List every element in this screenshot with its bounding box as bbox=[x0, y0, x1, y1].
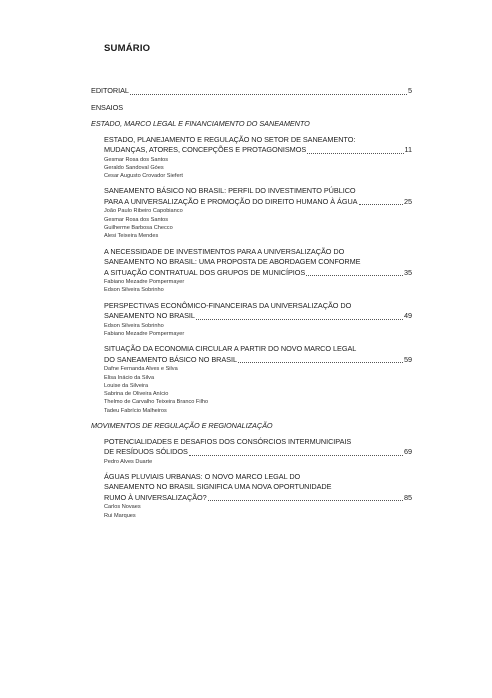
toc-entry-title: EDITORIAL bbox=[91, 86, 129, 95]
toc-entry-title-line: ÁGUAS PLUVIAIS URBANAS: O NOVO MARCO LEGAL DO bbox=[104, 471, 301, 481]
toc-entry-final-line bbox=[104, 447, 412, 458]
toc-entry-title-line: RUMO À UNIVERSALIZAÇÃO? bbox=[104, 492, 207, 502]
toc-entry[interactable] bbox=[104, 437, 412, 466]
author-name: Rui Marques bbox=[104, 512, 136, 519]
dot-leader bbox=[130, 93, 407, 95]
author-name: Gesmar Rosa dos Santos bbox=[104, 156, 169, 163]
toc-entry-title-line: DO SANEAMENTO BÁSICO NO BRASIL bbox=[104, 354, 237, 364]
dot-leader bbox=[307, 152, 403, 154]
toc-entry-final-line bbox=[104, 197, 412, 208]
toc-sections bbox=[91, 119, 412, 520]
toc-entry-title-line: A NECESSIDADE DE INVESTIMENTOS PARA A UNIVERSALIZAÇÃO DO bbox=[104, 246, 345, 256]
toc-page-number: 5 bbox=[407, 86, 412, 95]
toc-entry[interactable] bbox=[104, 344, 412, 415]
toc-entry-title-line: SANEAMENTO NO BRASIL: UMA PROPOSTA DE ABORDAGEM CONFORME bbox=[104, 257, 361, 267]
dot-leader bbox=[306, 274, 403, 276]
author-name: Thelmo de Carvalho Teixeira Branco Filho bbox=[104, 399, 209, 406]
author-name: João Paulo Ribeiro Capobianco bbox=[104, 208, 183, 215]
toc-entry-title-line: PERSPECTIVAS ECONÔMICO-FINANCEIRAS DA UNIVERSALIZAÇÃO DO bbox=[104, 300, 352, 310]
toc-page-number: 85 bbox=[403, 492, 412, 502]
author-name: Fabiano Mezadre Pompermayer bbox=[104, 330, 185, 337]
author-name: Alesi Teixeira Mendes bbox=[104, 233, 159, 240]
toc-entry-title-line: A SITUAÇÃO CONTRATUAL DOS GRUPOS DE MUNICÍPIOS bbox=[104, 267, 306, 277]
toc-entry[interactable] bbox=[104, 301, 412, 339]
toc-page-number: 69 bbox=[403, 447, 412, 457]
toc-entry-final-line bbox=[104, 355, 412, 366]
section-heading: ESTADO, MARCO LEGAL E FINANCIAMENTO DO SANEAMENTO bbox=[91, 119, 310, 128]
toc-entry[interactable] bbox=[104, 135, 412, 181]
part-heading: ENSAIOS bbox=[91, 102, 124, 112]
author-name: Cesar Augusto Crovador Siefert bbox=[104, 173, 183, 180]
toc-entry-title-line: SANEAMENTO BÁSICO NO BRASIL: PERFIL DO INVESTIMENTO PÚBLICO bbox=[104, 186, 356, 196]
dot-leader bbox=[359, 203, 403, 205]
toc-page-number: 35 bbox=[403, 267, 412, 277]
author-name: Gesmar Rosa dos Santos bbox=[104, 216, 169, 223]
author-name: Sabrina de Oliveira Anício bbox=[104, 391, 169, 398]
toc-entry[interactable] bbox=[104, 472, 412, 520]
toc-page-number: 49 bbox=[403, 311, 412, 321]
toc-entry-final-line bbox=[104, 311, 412, 322]
toc-page-number: 11 bbox=[404, 145, 412, 154]
toc-page-number: 25 bbox=[403, 196, 412, 206]
author-name: Elisa Inácio da Silva bbox=[104, 374, 155, 381]
author-name: Geraldo Sandoval Góes bbox=[104, 164, 164, 171]
toc-entry-title-line: PARA A UNIVERSALIZAÇÃO E PROMOÇÃO DO DIREITO HUMANO À ÁGUA bbox=[104, 196, 358, 206]
dot-leader bbox=[238, 361, 403, 363]
toc-entry-title-line: ESTADO, PLANEJAMENTO E REGULAÇÃO NO SETOR DE SANEAMENTO: bbox=[104, 134, 356, 144]
toc-entry-title-line: SITUAÇÃO DA ECONOMIA CIRCULAR A PARTIR DO NOVO MARCO LEGAL bbox=[104, 344, 357, 354]
toc-entry-final-line bbox=[104, 493, 412, 504]
table-of-contents bbox=[91, 86, 412, 526]
author-name: Carlos Novaes bbox=[104, 504, 141, 511]
toc-entry-title-line: DE RESÍDUOS SÓLIDOS bbox=[104, 447, 188, 457]
toc-entry-final-line bbox=[104, 268, 412, 279]
page-title: SUMÁRIO bbox=[104, 43, 151, 54]
toc-entry-editorial[interactable] bbox=[91, 86, 412, 97]
toc-entry-final-line bbox=[104, 145, 412, 156]
author-name: Guilherme Barbosa Checco bbox=[104, 224, 173, 231]
toc-page-number: 59 bbox=[403, 354, 412, 364]
dot-leader bbox=[208, 499, 403, 501]
author-name: Edson Silveira Sobrinho bbox=[104, 287, 164, 294]
toc-entry-title-line: SANEAMENTO NO BRASIL SIGNIFICA UMA NOVA OPORTUNIDADE bbox=[104, 482, 332, 492]
toc-entry[interactable] bbox=[104, 247, 412, 295]
section-heading: MOVIMENTOS DE REGULAÇÃO E REGIONALIZAÇÃO bbox=[91, 421, 273, 431]
author-name: Dafne Fernanda Alves e Silva bbox=[104, 366, 178, 373]
toc-entry[interactable] bbox=[104, 186, 412, 240]
dot-leader bbox=[189, 454, 403, 456]
toc-entry-title-line: MUDANÇAS, ATORES, CONCEPÇÕES E PROTAGONISMOS bbox=[104, 145, 307, 154]
toc-entry-title-line: SANEAMENTO NO BRASIL bbox=[104, 311, 195, 321]
author-name: Pedro Alves Duarte bbox=[104, 458, 153, 465]
author-name: Edson Silveira Sobrinho bbox=[104, 322, 164, 329]
toc-entry-title-line: POTENCIALIDADES E DESAFIOS DOS CONSÓRCIOS INTERMUNICIPAIS bbox=[104, 436, 352, 446]
author-name: Tadeu Fabrício Malheiros bbox=[104, 407, 167, 414]
author-name: Louise da Silveira bbox=[104, 382, 149, 389]
author-name: Fabiano Mezadre Pompermayer bbox=[104, 279, 185, 286]
dot-leader bbox=[196, 318, 403, 320]
